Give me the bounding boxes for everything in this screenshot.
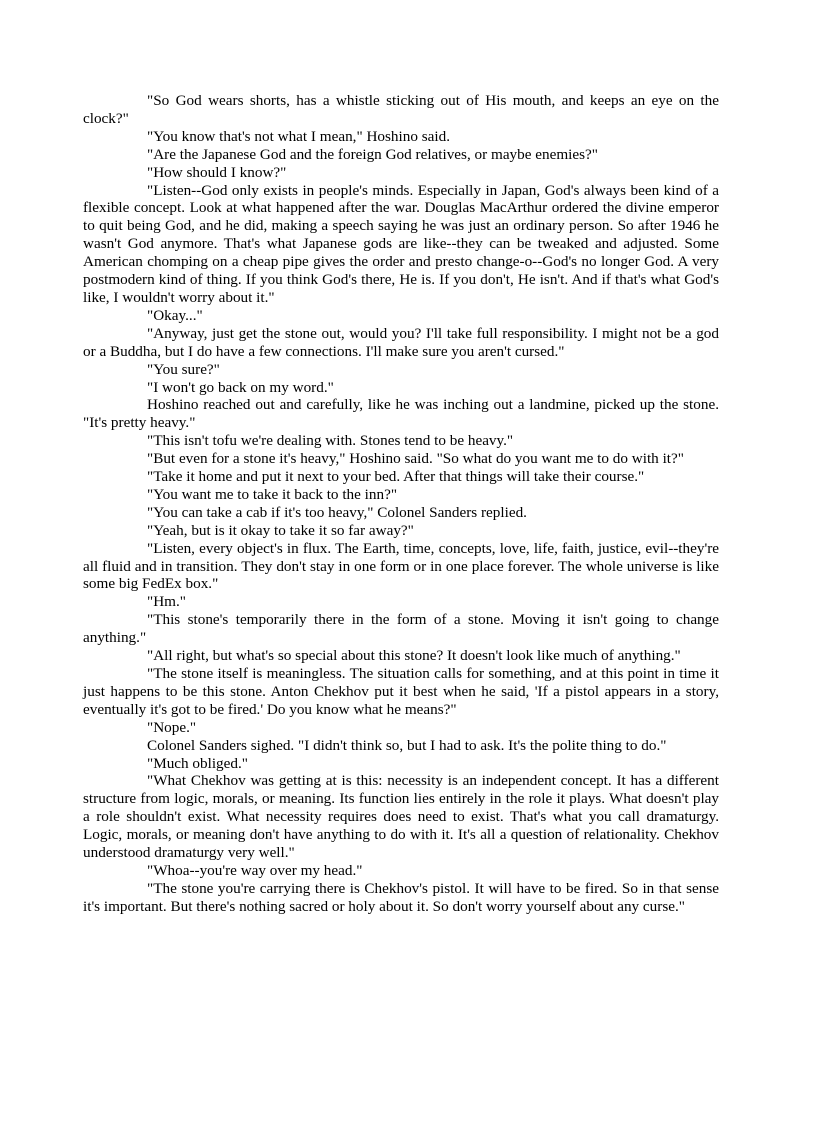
paragraph: "But even for a stone it's heavy," Hoshino said. "So what do you want me to do with it?" [147,450,684,468]
paragraph: "So God wears shorts, has a whistle sticking out of His mouth, and keeps an eye on the clock?" [83,92,719,127]
paragraph: "Take it home and put it next to your bed. After that things will take their course." [147,468,645,486]
paragraph: "Hm." [147,593,186,611]
paragraph: "Nope." [147,718,197,736]
paragraph: "Yeah, but is it okay to take it so far away?" [147,521,414,539]
paragraph: "All right, but what's so special about this stone? It doesn't look like much of anything." [147,647,681,665]
paragraph: "The stone itself is meaningless. The situation calls for something, and at this point in time it just happens to be this stone. Anton Chekhov put it best when he said, 'If a pistol appears in a story, eventually it's got to be fired.' Do you know what he means?" [83,665,719,718]
paragraph: "This isn't tofu we're dealing with. Stones tend to be heavy." [147,432,514,450]
paragraph: "You want me to take it back to the inn?" [147,485,398,503]
paragraph: "Listen--God only exists in people's minds. Especially in Japan, God's always been kind of a flexible concept. Look at what happened after the war. Douglas MacArthur ordered the divine emperor to quit being God, and he did, making a speech saying he was just an ordinary person. So after 1946 he wasn't God anymore. That's what Japanese gods are like--they can be tweaked and adjusted. Some American chomping on a cheap pipe gives the order and presto change-o--God's no longer God. A very postmodern kind of thing. If you think God's there, He is. If you don't, He isn't. And if that's what God's like, I wouldn't worry about it." [83,181,719,306]
paragraph: "This stone's temporarily there in the form of a stone. Moving it isn't going to change anything." [83,611,719,647]
paragraph: "You can take a cab if it's too heavy," Colonel Sanders replied. [147,503,527,521]
paragraph: "The stone you're carrying there is Chekhov's pistol. It will have to be fired. So in that sense it's important. But there's nothing sacred or holy about it. So don't worry yourself about any curse." [83,879,719,915]
paragraph: "Okay..." [147,306,203,324]
paragraph: "You know that's not what I mean," Hoshino said. [147,127,450,145]
paragraph: "How should I know?" [147,163,287,181]
paragraph: "I won't go back on my word." [147,378,334,396]
page-body [83,92,719,916]
paragraph: "Whoa--you're way over my head." [147,861,363,879]
paragraph: "What Chekhov was getting at is this: necessity is an independent concept. It has a different structure from logic, morals, or meaning. Its function lies entirely in the role it plays. What doesn't play a role shouldn't exist. What necessity requires does need to exist. That's what you call dramaturgy. Logic, morals, or meaning don't have anything to do with it. It's all a question of relationality. Chekhov understood dramaturgy very well." [83,772,719,862]
paragraph: Colonel Sanders sighed. "I didn't think so, but I had to ask. It's the polite thing to do." [147,736,667,754]
paragraph: "Anyway, just get the stone out, would you? I'll take full responsibility. I might not be a god or a Buddha, but I do have a few connections. I'll make sure you aren't cursed." [83,324,719,360]
paragraph: "Are the Japanese God and the foreign God relatives, or maybe enemies?" [147,145,598,163]
paragraph: "Listen, every object's in flux. The Earth, time, concepts, love, life, faith, justice, evil--they're all fluid and in transition. They don't stay in one form or in one place forever. The whole universe is like some big FedEx box." [83,539,719,593]
paragraph: Hoshino reached out and carefully, like he was inching out a landmine, picked up the stone. "It's pretty heavy." [83,396,719,432]
paragraph: "Much obliged." [147,754,248,772]
paragraph: "You sure?" [147,360,220,378]
